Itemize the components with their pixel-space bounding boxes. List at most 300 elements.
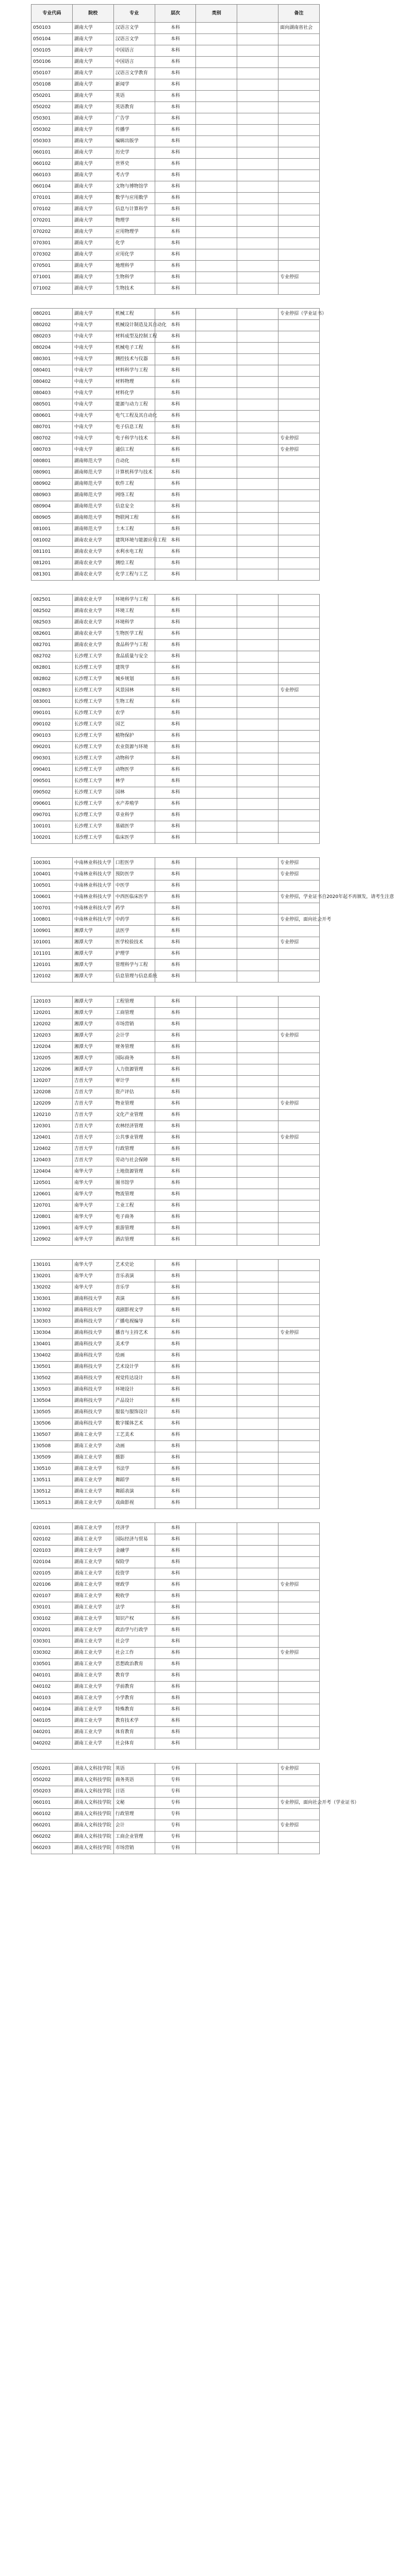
cell-type [196, 399, 237, 411]
cell-code: 080402 [31, 377, 73, 388]
cell-blank [237, 1452, 278, 1464]
header-note: 备注 [278, 5, 320, 23]
cell-code: 020105 [31, 1568, 73, 1580]
cell-note [278, 399, 320, 411]
table-row [31, 1339, 320, 1350]
cell-note: 专业停招 [278, 445, 320, 456]
table-row [31, 227, 320, 238]
cell-note [278, 1223, 320, 1234]
cell-note [278, 215, 320, 227]
cell-type [196, 1316, 237, 1328]
cell-major: 土木工程 [113, 524, 155, 535]
cell-major: 水产养殖学 [113, 799, 155, 810]
cell-note [278, 227, 320, 238]
cell-school: 湖南科技大学 [72, 1373, 113, 1384]
cell-code: 030102 [31, 1614, 73, 1625]
table-row [31, 1189, 320, 1200]
cell-type [196, 1223, 237, 1234]
cell-level: 本科 [155, 309, 196, 320]
cell-type [196, 937, 237, 948]
cell-code: 120202 [31, 1019, 73, 1030]
cell-type [196, 787, 237, 799]
cell-school: 湖南人文科技学院 [72, 1798, 113, 1809]
table-row [31, 1178, 320, 1189]
cell-code: 120501 [31, 1178, 73, 1189]
cell-school: 湖南师范大学 [72, 490, 113, 501]
cell-school: 湖南科技大学 [72, 1384, 113, 1396]
cell-school: 湖南大学 [72, 125, 113, 136]
cell-code: 130504 [31, 1396, 73, 1407]
cell-note [278, 810, 320, 821]
cell-major: 法医学 [113, 926, 155, 937]
cell-major: 劳动与社会保障 [113, 1155, 155, 1166]
cell-major: 材料成型及控制工程 [113, 331, 155, 343]
cell-level: 本科 [155, 765, 196, 776]
cell-blank [237, 926, 278, 937]
cell-type [196, 821, 237, 833]
cell-note [278, 1591, 320, 1602]
cell-school: 中南大学 [72, 343, 113, 354]
table-row [31, 810, 320, 821]
cell-level: 专科 [155, 1764, 196, 1775]
cell-school: 湖南大学 [72, 79, 113, 91]
cell-major: 环境科学与工程 [113, 595, 155, 606]
cell-major: 会计 [113, 1820, 155, 1832]
cell-note [278, 1430, 320, 1441]
cell-code: 030201 [31, 1625, 73, 1636]
cell-major: 传播学 [113, 125, 155, 136]
table-row [31, 1716, 320, 1727]
table-row [31, 79, 320, 91]
cell-level: 本科 [155, 1430, 196, 1441]
cell-note [278, 547, 320, 558]
cell-note [278, 181, 320, 193]
cell-code: 050303 [31, 136, 73, 147]
cell-blank [237, 490, 278, 501]
cell-major: 城乡规划 [113, 674, 155, 685]
cell-level: 本科 [155, 810, 196, 821]
cell-type [196, 193, 237, 204]
cell-code: 120101 [31, 960, 73, 971]
cell-major: 产品设计 [113, 1396, 155, 1407]
cell-major: 环境设计 [113, 1384, 155, 1396]
cell-school: 湖南农业大学 [72, 640, 113, 651]
cell-school: 湖南工业大学 [72, 1648, 113, 1659]
table-row [31, 1373, 320, 1384]
cell-school: 湘潭大学 [72, 1042, 113, 1053]
cell-level: 本科 [155, 1271, 196, 1282]
cell-level: 本科 [155, 960, 196, 971]
cell-major: 材料科学与工程 [113, 365, 155, 377]
cell-major: 审计学 [113, 1076, 155, 1087]
cell-level: 本科 [155, 903, 196, 914]
cell-major: 英语教育 [113, 102, 155, 113]
cell-level: 本科 [155, 490, 196, 501]
cell-note [278, 147, 320, 159]
cell-type [196, 1764, 237, 1775]
group-gap-cell [31, 295, 320, 309]
cell-major: 舞蹈学 [113, 1475, 155, 1486]
cell-code: 130501 [31, 1362, 73, 1373]
cell-major: 化学 [113, 238, 155, 249]
cell-type [196, 903, 237, 914]
table-row [31, 57, 320, 68]
cell-school: 湘潭大学 [72, 926, 113, 937]
cell-type [196, 869, 237, 880]
table-row [31, 399, 320, 411]
cell-type [196, 1636, 237, 1648]
cell-level: 本科 [155, 1418, 196, 1430]
cell-blank [237, 1076, 278, 1087]
cell-school: 长沙理工大学 [72, 799, 113, 810]
cell-major: 新闻学 [113, 79, 155, 91]
cell-note [278, 1498, 320, 1509]
cell-type [196, 948, 237, 960]
cell-blank [237, 708, 278, 719]
cell-school: 湖南科技大学 [72, 1350, 113, 1362]
cell-blank [237, 1042, 278, 1053]
cell-type [196, 422, 237, 433]
cell-type [196, 1464, 237, 1475]
cell-code: 050106 [31, 57, 73, 68]
table-row [31, 1144, 320, 1155]
cell-school: 湖南农业大学 [72, 569, 113, 581]
cell-school: 湖南工业大学 [72, 1452, 113, 1464]
cell-major: 经济学 [113, 1523, 155, 1534]
cell-school: 湖南科技大学 [72, 1407, 113, 1418]
cell-type [196, 960, 237, 971]
cell-level: 本科 [155, 1523, 196, 1534]
cell-note [278, 283, 320, 295]
cell-level: 本科 [155, 204, 196, 215]
cell-major: 生物科学 [113, 272, 155, 283]
table-row [31, 1350, 320, 1362]
cell-note [278, 1121, 320, 1132]
cell-major: 特殊教育 [113, 1704, 155, 1716]
cell-school: 中南大学 [72, 433, 113, 445]
cell-school: 湖南人文科技学院 [72, 1786, 113, 1798]
cell-school: 中南大学 [72, 365, 113, 377]
cell-type [196, 1328, 237, 1339]
cell-major: 戏剧影视文学 [113, 1305, 155, 1316]
cell-note [278, 799, 320, 810]
cell-note [278, 479, 320, 490]
cell-level: 本科 [155, 1670, 196, 1682]
cell-code: 120902 [31, 1234, 73, 1246]
cell-note [278, 1727, 320, 1738]
cell-note [278, 1614, 320, 1625]
cell-blank [237, 1339, 278, 1350]
table-row [31, 1362, 320, 1373]
cell-note [278, 1407, 320, 1418]
cell-type [196, 68, 237, 79]
cell-code: 081301 [31, 569, 73, 581]
cell-school: 湖南工业大学 [72, 1738, 113, 1750]
cell-major: 风景园林 [113, 685, 155, 697]
cell-major: 学前教育 [113, 1682, 155, 1693]
cell-code: 082503 [31, 617, 73, 629]
table-row [31, 320, 320, 331]
cell-major: 汉语言文学教育 [113, 68, 155, 79]
cell-blank [237, 1602, 278, 1614]
cell-code: 100301 [31, 858, 73, 869]
cell-blank [237, 1441, 278, 1452]
cell-type [196, 1234, 237, 1246]
cell-type [196, 456, 237, 467]
cell-school: 湖南大学 [72, 102, 113, 113]
cell-school: 湖南农业大学 [72, 617, 113, 629]
table-row [31, 869, 320, 880]
cell-code: 060101 [31, 1798, 73, 1809]
table-row [31, 1294, 320, 1305]
cell-note [278, 204, 320, 215]
cell-level: 本科 [155, 283, 196, 295]
cell-level: 本科 [155, 937, 196, 948]
table-row [31, 1132, 320, 1144]
cell-code: 040102 [31, 1682, 73, 1693]
cell-code: 100901 [31, 926, 73, 937]
cell-major: 汉语言文学 [113, 34, 155, 45]
cell-type [196, 467, 237, 479]
cell-level: 本科 [155, 1064, 196, 1076]
cell-major: 建筑学 [113, 663, 155, 674]
cell-note [278, 1212, 320, 1223]
cell-level: 本科 [155, 1328, 196, 1339]
cell-note [278, 513, 320, 524]
cell-major: 园艺 [113, 719, 155, 731]
cell-major: 护理学 [113, 948, 155, 960]
cell-note: 专业停招 [278, 1132, 320, 1144]
cell-blank [237, 1155, 278, 1166]
cell-blank [237, 948, 278, 960]
table-row [31, 1636, 320, 1648]
cell-blank [237, 445, 278, 456]
cell-blank [237, 799, 278, 810]
cell-type [196, 719, 237, 731]
cell-code: 080201 [31, 309, 73, 320]
cell-major: 汉语言文学 [113, 23, 155, 34]
cell-blank [237, 147, 278, 159]
cell-blank [237, 1271, 278, 1282]
cell-type [196, 651, 237, 663]
cell-level: 本科 [155, 365, 196, 377]
table-row [31, 753, 320, 765]
cell-level: 本科 [155, 1648, 196, 1659]
cell-blank [237, 731, 278, 742]
table-row [31, 937, 320, 948]
cell-type [196, 1350, 237, 1362]
cell-school: 中南林业科技大学 [72, 858, 113, 869]
cell-type [196, 731, 237, 742]
cell-note [278, 1716, 320, 1727]
cell-note [278, 1486, 320, 1498]
cell-major: 舞蹈表演 [113, 1486, 155, 1498]
group-gap [31, 982, 320, 996]
cell-note: 专业停招 [278, 1820, 320, 1832]
cell-level: 本科 [155, 1030, 196, 1042]
cell-blank [237, 68, 278, 79]
cell-note [278, 1464, 320, 1475]
cell-blank [237, 697, 278, 708]
cell-note [278, 1475, 320, 1486]
cell-code: 080702 [31, 433, 73, 445]
group-gap-cell [31, 1509, 320, 1523]
table-row [31, 776, 320, 787]
cell-code: 130402 [31, 1350, 73, 1362]
cell-type [196, 742, 237, 753]
cell-level: 本科 [155, 1339, 196, 1350]
cell-blank [237, 1234, 278, 1246]
cell-type [196, 1384, 237, 1396]
table-row [31, 102, 320, 113]
cell-note [278, 1843, 320, 1854]
cell-code: 120208 [31, 1087, 73, 1098]
cell-note [278, 1568, 320, 1580]
cell-type [196, 445, 237, 456]
cell-note [278, 1557, 320, 1568]
cell-blank [237, 1843, 278, 1854]
table-row [31, 1591, 320, 1602]
cell-note [278, 1362, 320, 1373]
table-row [31, 629, 320, 640]
cell-note [278, 57, 320, 68]
cell-code: 082601 [31, 629, 73, 640]
cell-school: 中南大学 [72, 354, 113, 365]
cell-level: 本科 [155, 535, 196, 547]
cell-level: 本科 [155, 320, 196, 331]
cell-type [196, 1339, 237, 1350]
cell-blank [237, 227, 278, 238]
cell-school: 中南林业科技大学 [72, 892, 113, 903]
cell-level: 本科 [155, 776, 196, 787]
cell-major: 物理学 [113, 215, 155, 227]
cell-note [278, 674, 320, 685]
cell-type [196, 799, 237, 810]
cell-type [196, 674, 237, 685]
cell-note [278, 640, 320, 651]
cell-major: 音乐学 [113, 1282, 155, 1294]
cell-level: 本科 [155, 753, 196, 765]
cell-note [278, 663, 320, 674]
cell-type [196, 1557, 237, 1568]
cell-school: 吉首大学 [72, 1110, 113, 1121]
cell-blank [237, 651, 278, 663]
cell-blank [237, 880, 278, 892]
cell-code: 020101 [31, 1523, 73, 1534]
cell-level: 本科 [155, 1260, 196, 1271]
cell-code: 080203 [31, 331, 73, 343]
cell-code: 030302 [31, 1648, 73, 1659]
cell-school: 吉首大学 [72, 1076, 113, 1087]
cell-school: 南华大学 [72, 1189, 113, 1200]
table-row [31, 249, 320, 261]
table-row [31, 524, 320, 535]
table-row [31, 1076, 320, 1087]
cell-blank [237, 1591, 278, 1602]
cell-major: 艺术史论 [113, 1260, 155, 1271]
table-row [31, 651, 320, 663]
cell-blank [237, 1110, 278, 1121]
cell-blank [237, 1282, 278, 1294]
cell-major: 草业科学 [113, 810, 155, 821]
cell-type [196, 1648, 237, 1659]
cell-type [196, 1418, 237, 1430]
cell-level: 本科 [155, 595, 196, 606]
cell-code: 050105 [31, 45, 73, 57]
cell-school: 南华大学 [72, 1178, 113, 1189]
cell-school: 长沙理工大学 [72, 674, 113, 685]
cell-blank [237, 34, 278, 45]
cell-level: 本科 [155, 1316, 196, 1328]
cell-note [278, 1305, 320, 1316]
table-row [31, 1407, 320, 1418]
cell-school: 湖南大学 [72, 23, 113, 34]
cell-type [196, 1305, 237, 1316]
cell-type [196, 91, 237, 102]
cell-level: 本科 [155, 1282, 196, 1294]
cell-type [196, 354, 237, 365]
table-row [31, 1798, 320, 1809]
cell-level: 本科 [155, 1042, 196, 1053]
table-row [31, 685, 320, 697]
cell-code: 082702 [31, 651, 73, 663]
cell-school: 湖南大学 [72, 309, 113, 320]
table-row [31, 23, 320, 34]
cell-note [278, 880, 320, 892]
table-row [31, 159, 320, 170]
cell-blank [237, 1373, 278, 1384]
table-row [31, 261, 320, 272]
cell-level: 本科 [155, 858, 196, 869]
cell-major: 农学 [113, 708, 155, 719]
cell-blank [237, 1294, 278, 1305]
header-blank [237, 5, 278, 23]
cell-blank [237, 858, 278, 869]
table-row [31, 1475, 320, 1486]
table-row [31, 926, 320, 937]
cell-major: 食品质量与安全 [113, 651, 155, 663]
cell-level: 本科 [155, 227, 196, 238]
cell-type [196, 45, 237, 57]
cell-code: 120701 [31, 1200, 73, 1212]
cell-school: 湖南大学 [72, 136, 113, 147]
cell-level: 本科 [155, 547, 196, 558]
cell-level: 专科 [155, 1820, 196, 1832]
cell-code: 080901 [31, 467, 73, 479]
cell-code: 050203 [31, 1786, 73, 1798]
table-row [31, 719, 320, 731]
cell-blank [237, 1087, 278, 1098]
cell-note [278, 1053, 320, 1064]
table-row [31, 606, 320, 617]
cell-code: 090502 [31, 787, 73, 799]
cell-blank [237, 996, 278, 1008]
cell-school: 湖南大学 [72, 193, 113, 204]
cell-type [196, 479, 237, 490]
cell-major: 公共事业管理 [113, 1132, 155, 1144]
cell-blank [237, 1546, 278, 1557]
cell-blank [237, 1580, 278, 1591]
cell-note [278, 490, 320, 501]
cell-major: 教育学 [113, 1670, 155, 1682]
cell-school: 湖南工业大学 [72, 1625, 113, 1636]
cell-note: 专业停招 [278, 685, 320, 697]
cell-major: 英语 [113, 91, 155, 102]
cell-school: 湖南工业大学 [72, 1659, 113, 1670]
cell-note [278, 1775, 320, 1786]
cell-type [196, 892, 237, 903]
cell-level: 本科 [155, 640, 196, 651]
